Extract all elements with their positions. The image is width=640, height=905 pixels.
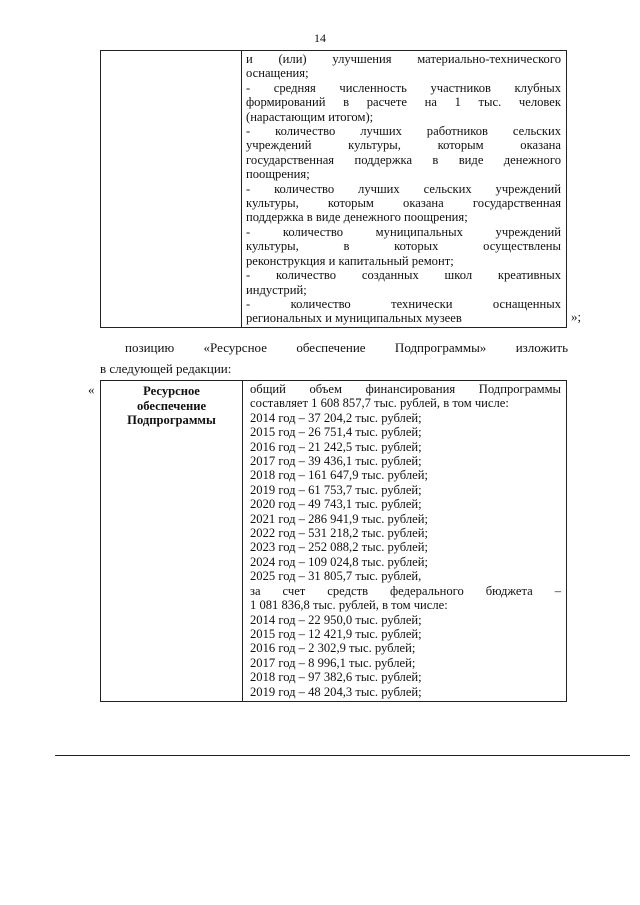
text-line: 2019 год – 61 753,7 тыс. рублей;	[250, 482, 422, 497]
text-line: культуры, которым оказана государственная	[246, 196, 561, 211]
text-line: 2014 год – 22 950,0 тыс. рублей;	[250, 612, 422, 627]
indicators-table-left-cell	[101, 51, 242, 328]
text-line: учреждений культуры, которым оказана	[246, 138, 561, 153]
opening-quote: «	[88, 382, 95, 397]
text-line: 2016 год – 21 242,5 тыс. рублей;	[250, 439, 422, 454]
resource-value-cell	[243, 381, 567, 702]
text-line: культуры, в которых осуществлены	[246, 239, 561, 254]
text-line: 2020 год – 49 743,1 тыс. рублей;	[250, 497, 422, 512]
text-line: 2017 год – 8 996,1 тыс. рублей;	[250, 655, 416, 670]
indicators-table	[100, 50, 567, 328]
text-line: - количество технически оснащенных	[246, 296, 561, 311]
text-line: формирований в расчете на 1 тыс. человек	[246, 95, 561, 110]
text-line: 2023 год – 252 088,2 тыс. рублей;	[250, 540, 428, 555]
text-line: за счет средств федерального бюджета –	[250, 583, 561, 598]
text-line: 2022 год – 531 218,2 тыс. рублей;	[250, 526, 428, 541]
paragraph-position: позицию «Ресурсное обеспечение Подпрограммы» изложить	[125, 340, 568, 355]
text-line: - количество лучших работников сельских	[246, 124, 561, 139]
text-line: 2015 год – 26 751,4 тыс. рублей;	[250, 425, 422, 440]
text-line: - средняя численность участников клубных	[246, 80, 561, 95]
resource-title-line: Ресурсное	[143, 384, 200, 398]
text-line: 1 081 836,8 тыс. рублей, в том числе:	[250, 598, 448, 613]
text-line: 2019 год – 48 204,3 тыс. рублей;	[250, 684, 422, 699]
footer-divider	[55, 755, 630, 756]
resource-title-line: Подпрограммы	[127, 413, 216, 427]
page-number: 14	[314, 31, 326, 45]
text-line: 2015 год – 12 421,9 тыс. рублей;	[250, 626, 422, 641]
closing-quote: »;	[571, 309, 582, 324]
text-line: 2024 год – 109 024,8 тыс. рублей;	[250, 554, 428, 569]
text-line: 2021 год – 286 941,9 тыс. рублей;	[250, 511, 428, 526]
resource-table	[100, 380, 567, 702]
text-line: составляет 1 608 857,7 тыс. рублей, в том числе:	[250, 396, 509, 411]
text-line: поощрения;	[246, 167, 310, 182]
text-line: - количество муниципальных учреждений	[246, 224, 561, 239]
text-line: общий объем финансирования Подпрограммы	[250, 382, 561, 396]
text-line: 2018 год – 97 382,6 тыс. рублей;	[250, 670, 422, 685]
text-line: поддержка в виде денежного поощрения;	[246, 210, 468, 225]
indicators-text	[246, 52, 561, 326]
text-line: региональных и муниципальных музеев	[246, 311, 462, 326]
resource-title-cell	[101, 381, 243, 702]
text-line: реконструкция и капитальный ремонт;	[246, 253, 454, 268]
text-line: оснащения;	[246, 66, 309, 81]
text-line: 2016 год – 2 302,9 тыс. рублей;	[250, 641, 416, 656]
text-line: - количество лучших сельских учреждений	[246, 181, 561, 196]
resource-title-line: обеспечение	[136, 398, 207, 413]
text-line: государственная поддержка в виде денежного	[246, 152, 561, 167]
text-line: индустрий;	[246, 282, 307, 297]
paragraph-edition: в следующей редакции:	[100, 361, 232, 376]
text-line: - количество созданных школ креативных	[246, 268, 561, 283]
indicators-table-right-cell	[242, 51, 567, 328]
text-line: 2014 год – 37 204,2 тыс. рублей;	[250, 410, 422, 425]
text-line: 2017 год – 39 436,1 тыс. рублей;	[250, 454, 422, 469]
text-line: 2025 год – 31 805,7 тыс. рублей,	[250, 569, 422, 584]
resource-text	[250, 382, 561, 699]
text-line: и (или) улучшения материально-технического	[246, 52, 561, 66]
text-line: (нарастающим итогом);	[246, 109, 374, 124]
text-line: 2018 год – 161 647,9 тыс. рублей;	[250, 468, 428, 483]
